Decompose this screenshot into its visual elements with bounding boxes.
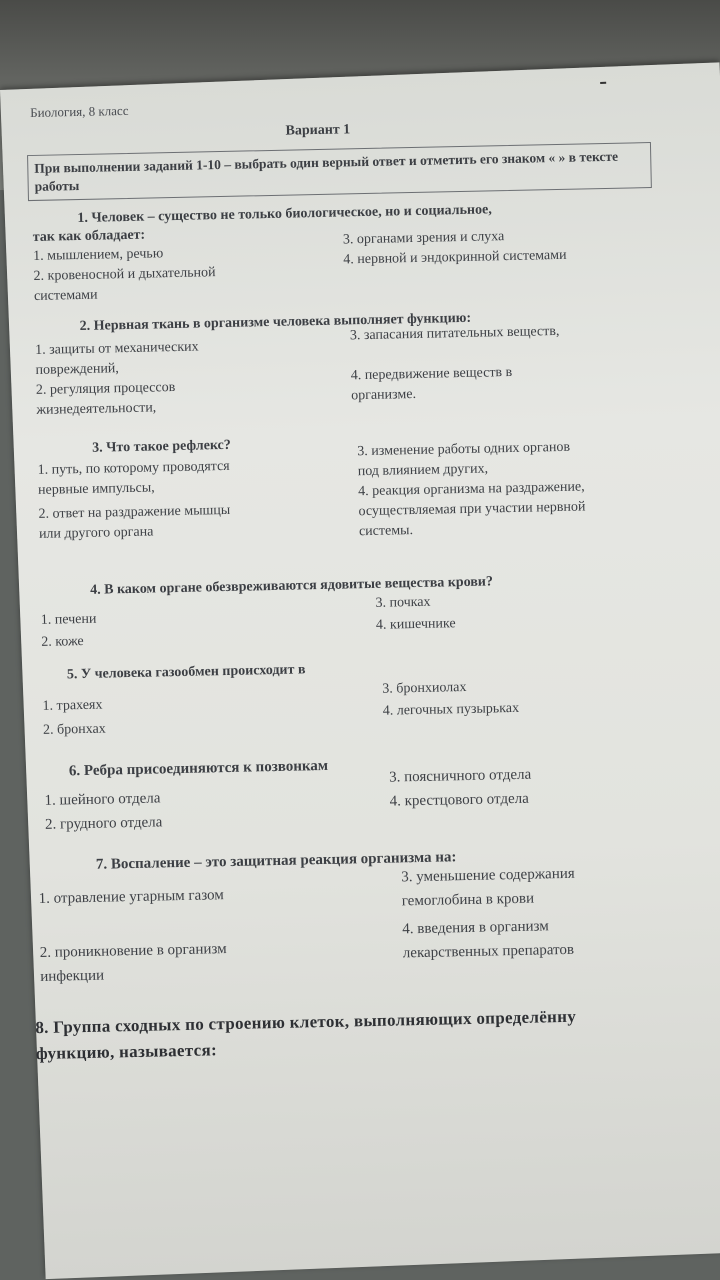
- question-7-title: 7. Воспаление – это защитная реакция организма на:: [95, 849, 457, 873]
- q4-option-4: 4. кишечнике: [375, 616, 456, 633]
- q1-option-3: 3. органами зрения и слуха: [342, 229, 505, 248]
- q7-option-3-cont: гемоглобина в крови: [401, 890, 535, 910]
- q3-option-2: 2. ответ на раздражение мышцы: [38, 502, 231, 522]
- q2-option-3: 3. запасания питательных веществ,: [349, 323, 560, 344]
- question-3-title: 3. Что такое рефлекс?: [92, 437, 231, 456]
- q3-option-3-cont: под влиянием других,: [357, 461, 489, 480]
- subject-label: Биология, 8 класс: [30, 102, 129, 120]
- q3-option-2-cont: или другого органа: [38, 524, 154, 542]
- q4-option-2: 2. коже: [41, 633, 84, 650]
- question-4-title: 4. В каком органе обезвреживаются ядовитые вещества крови?: [90, 574, 494, 598]
- question-1-title-line1: 1. Человек – существо не только биологическое, но и социальное,: [77, 202, 492, 227]
- q1-option-4: 4. нервной и эндокринной системами: [343, 247, 567, 268]
- q6-option-3: 3. поясничного отдела: [388, 766, 532, 786]
- q5-option-4: 4. легочных пузырьках: [382, 700, 520, 719]
- q1-option-1: 1. мышлением, речью: [33, 246, 164, 264]
- q7-option-1: 1. отравление угарным газом: [38, 887, 224, 907]
- q6-option-4: 4. крестцового отдела: [389, 790, 529, 810]
- q3-option-1: 1. путь, по которому проводятся: [37, 458, 230, 478]
- q3-option-3: 3. изменение работы одних органов: [357, 439, 571, 460]
- q3-option-4-cont2: системы.: [358, 523, 414, 540]
- variant-title: Вариант 1: [285, 122, 351, 139]
- q6-option-2: 2. грудного отдела: [44, 814, 163, 833]
- question-6-title: 6. Ребра присоединяются к позвонкам: [68, 757, 329, 780]
- q5-option-2: 2. бронхах: [42, 721, 106, 738]
- q3-option-4: 4. реакция организма на раздражение,: [358, 479, 585, 500]
- q7-option-2: 2. проникновение в организм: [39, 941, 227, 961]
- q7-option-4: 4. введения в организм: [402, 918, 549, 938]
- q2-option-2-cont: жизнедеятельности,: [36, 400, 157, 418]
- q4-option-3: 3. почках: [375, 594, 431, 611]
- q2-option-2: 2. регуляция процессов: [35, 380, 176, 398]
- q1-option-2-cont: системами: [33, 287, 98, 304]
- question-8-title-line2: функцию, называется:: [35, 1040, 218, 1064]
- q6-option-1: 1. шейного отдела: [44, 790, 161, 809]
- question-8-title-line1: 8. Группа сходных по строению клеток, выполняющих определённу: [35, 1006, 577, 1038]
- question-2-title: 2. Нервная ткань в организме человека выполняет функцию:: [79, 310, 472, 335]
- q2-option-1-cont: повреждений,: [35, 361, 120, 378]
- q2-option-4-cont: организме.: [351, 386, 417, 404]
- q2-option-4: 4. передвижение веществ в: [350, 364, 513, 384]
- q5-option-1: 1. трахеях: [42, 697, 103, 714]
- instruction-box: При выполнении заданий 1-10 – выбрать один верный ответ и отметить его знаком « » в тексте работы: [27, 142, 652, 201]
- q5-option-3: 3. бронхиолах: [382, 679, 467, 697]
- q1-option-2: 2. кровеносной и дыхательной: [33, 265, 216, 284]
- question-5-title: 5. У человека газообмен происходит в: [66, 662, 306, 683]
- q4-option-1: 1. печени: [40, 611, 97, 628]
- q2-option-1: 1. защиты от механических: [34, 339, 199, 358]
- ink-mark: [600, 82, 606, 84]
- q7-option-3: 3. уменьшение содержания: [401, 865, 575, 886]
- q7-option-4-cont: лекарственных препаратов: [402, 941, 575, 962]
- question-1-title-line2: так как обладает:: [32, 227, 146, 245]
- q3-option-1-cont: нервные импульсы,: [37, 480, 155, 498]
- q3-option-4-cont: осуществляемая при участии нервной: [358, 499, 586, 520]
- q7-option-2-cont: инфекции: [40, 967, 105, 985]
